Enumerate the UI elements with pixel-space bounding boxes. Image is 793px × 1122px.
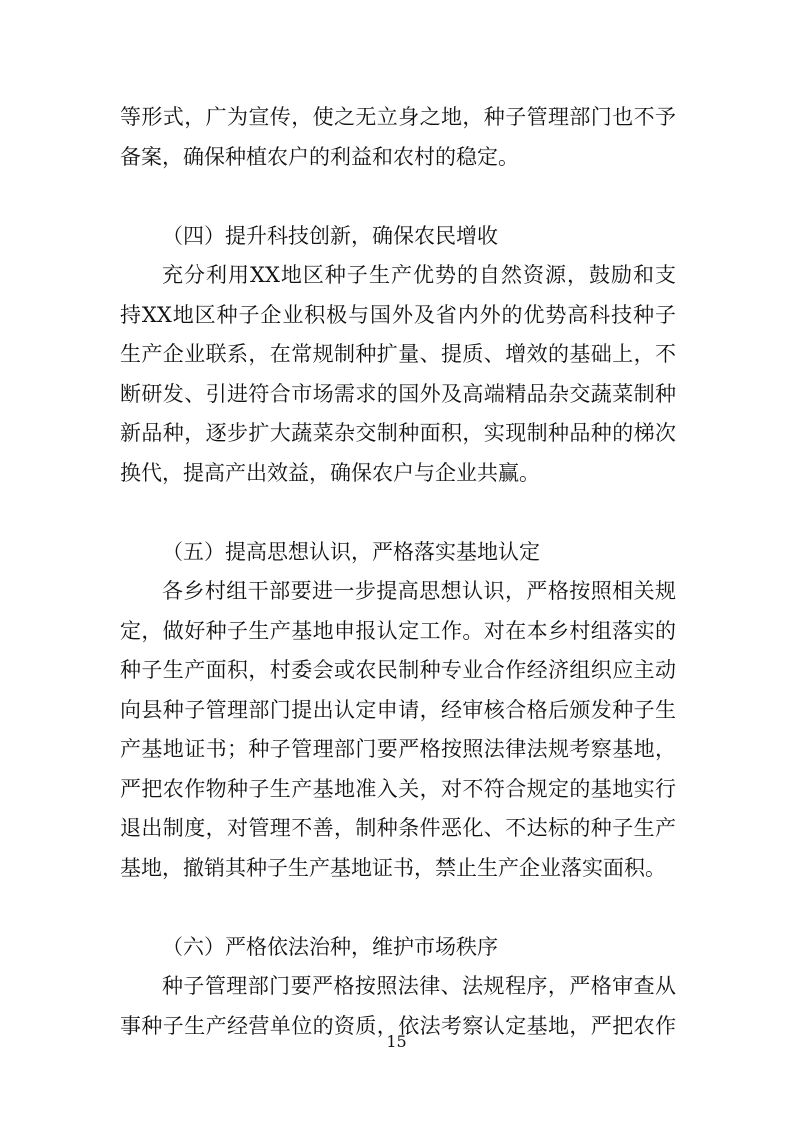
paragraph-line: 换代，提高产出效益，确保农户与企业共赢。 — [120, 460, 540, 485]
body-text — [120, 98, 676, 1046]
section-heading-6: （六）严格依法治种，维护市场秩序 — [162, 934, 498, 959]
paragraph-line: 退出制度，对管理不善，制种条件恶化、不达标的种子生产 — [120, 816, 676, 840]
paragraph-line: 事种子生产经营单位的资质，依法考察认定基地，严把农作 — [120, 1013, 676, 1038]
section-heading-5: （五）提高思想认识，严格落实基地认定 — [162, 539, 540, 564]
section-heading-4: （四）提升科技创新，确保农民增收 — [162, 223, 498, 248]
page-number: 15 — [386, 1032, 407, 1051]
paragraph-line: 种子生产面积，村委会或农民制种专业合作经济组织应主动 — [120, 658, 676, 682]
paragraph-line: 充分利用XX地区种子生产优势的自然资源，鼓励和支 — [162, 263, 676, 287]
section-gap — [120, 493, 676, 533]
paragraph-line: 产基地证书；种子管理部门要严格按照法律法规考察基地， — [120, 737, 676, 761]
paragraph-line: 生产企业联系，在常规制种扩量、提质、增效的基础上，不 — [120, 342, 676, 366]
paragraph-line: 种子管理部门要严格按照法律、法规程序，严格审查从 — [162, 974, 676, 998]
paragraph-line: 等形式，广为宣传，使之无立身之地，种子管理部门也不予 — [120, 105, 676, 129]
paragraph-line: 断研发、引进符合市场需求的国外及高端精品杂交蔬菜制种 — [120, 381, 676, 406]
section-gap — [120, 177, 676, 217]
paragraph-line: 向县种子管理部门提出认定申请，经审核合格后颁发种子生 — [120, 697, 676, 722]
paragraph-line: 严把农作物种子生产基地准入关，对不符合规定的基地实行 — [120, 776, 676, 801]
paragraph-line: 备案，确保种植农户的利益和农村的稳定。 — [120, 144, 519, 169]
paragraph-line: 持XX地区种子企业积极与国外及省内外的优势高科技种子 — [120, 302, 676, 327]
paragraph-line: 定，做好种子生产基地申报认定工作。对在本乡村组落实的 — [120, 618, 676, 643]
paragraph-line: 各乡村组干部要进一步提高思想认识，严格按照相关规 — [162, 579, 676, 603]
section-gap — [120, 888, 676, 928]
paragraph-line: 基地，撤销其种子生产基地证书，禁止生产企业落实面积。 — [120, 855, 666, 880]
paragraph-line: 新品种，逐步扩大蔬菜杂交制种面积，实现制种品种的梯次 — [120, 421, 676, 445]
